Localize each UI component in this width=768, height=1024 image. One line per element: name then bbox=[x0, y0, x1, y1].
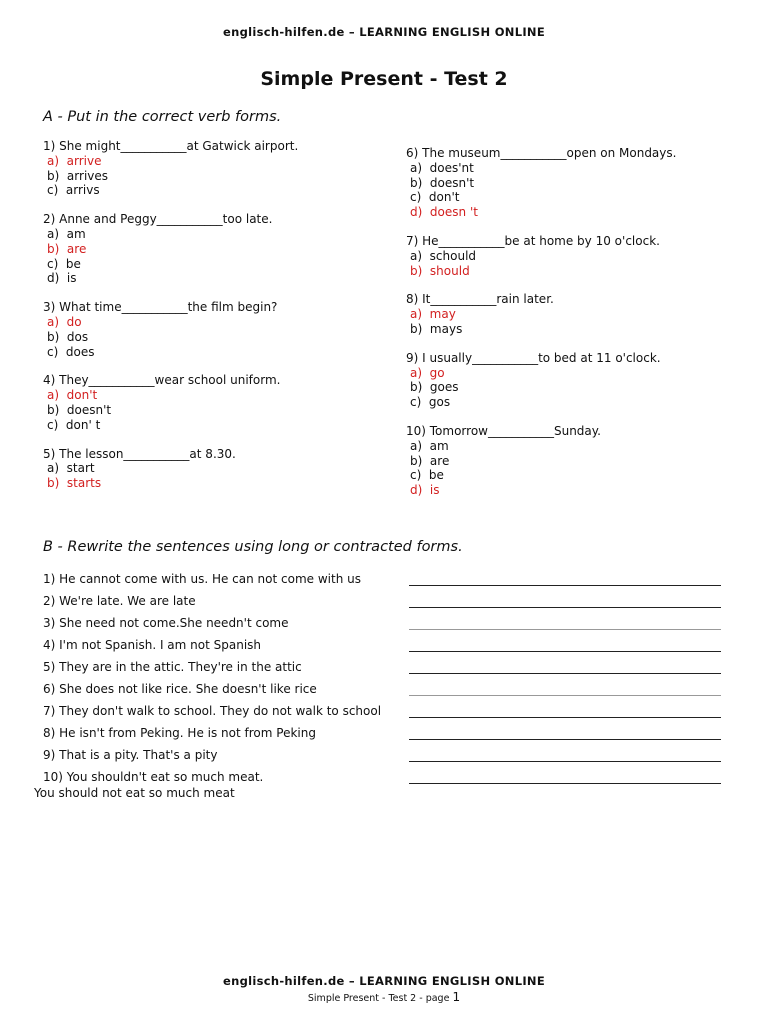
answer-option[interactable]: a) start bbox=[47, 461, 95, 476]
footer-brand: englisch-hilfen.de – LEARNING ENGLISH ONLINE bbox=[223, 974, 545, 988]
answer-option[interactable]: a) do bbox=[47, 314, 82, 329]
question-item bbox=[406, 234, 736, 278]
question-text: 8) It___________rain later. bbox=[406, 292, 554, 307]
rewrite-sentence: 6) She does not like rice. She doesn't like rice bbox=[43, 682, 317, 696]
questions-right-column bbox=[406, 146, 736, 512]
answer-line[interactable] bbox=[409, 607, 721, 608]
answer-line[interactable] bbox=[409, 673, 721, 674]
answer-option[interactable]: b) are bbox=[47, 241, 87, 256]
rewrite-item bbox=[43, 681, 733, 703]
questions-left-column bbox=[43, 139, 373, 505]
answer-option[interactable]: b) dos bbox=[47, 329, 89, 344]
answer-option[interactable]: c) don't bbox=[410, 190, 460, 205]
rewrite-item bbox=[43, 703, 733, 725]
rewrite-sentence-continuation: You should not eat so much meat bbox=[34, 786, 235, 800]
rewrite-sentence: 4) I'm not Spanish. I am not Spanish bbox=[43, 638, 262, 652]
rewrite-item bbox=[43, 747, 733, 769]
answer-option[interactable]: a) schould bbox=[410, 248, 477, 263]
answer-option[interactable]: c) gos bbox=[410, 395, 451, 410]
rewrite-sentence: 3) She need not come.She needn't come bbox=[43, 616, 289, 630]
question-text: 9) I usually___________to bed at 11 o'clock. bbox=[406, 350, 661, 365]
answer-option[interactable]: a) am bbox=[410, 438, 449, 453]
question-item bbox=[43, 139, 373, 198]
section-b-title: B - Rewrite the sentences using long or contracted forms. bbox=[43, 539, 463, 555]
question-text: 7) He___________be at home by 10 o'clock. bbox=[406, 233, 660, 248]
rewrite-sentence: 1) He cannot come with us. He can not come with us bbox=[43, 572, 361, 586]
answer-line[interactable] bbox=[409, 629, 721, 630]
question-text: 10) Tomorrow___________Sunday. bbox=[406, 423, 601, 438]
answer-line[interactable] bbox=[409, 695, 721, 696]
question-item bbox=[406, 351, 736, 410]
answer-option[interactable]: d) is bbox=[47, 271, 77, 286]
rewrite-list bbox=[34, 571, 733, 800]
footer-page-info bbox=[0, 990, 768, 1004]
question-item bbox=[406, 146, 736, 220]
answer-option[interactable]: a) go bbox=[410, 365, 445, 380]
question-text: 5) The lesson___________at 8.30. bbox=[43, 446, 236, 461]
answer-line[interactable] bbox=[409, 717, 721, 718]
question-item bbox=[43, 212, 373, 286]
answer-option[interactable]: d) is bbox=[410, 483, 440, 498]
answer-option[interactable]: b) arrives bbox=[47, 168, 109, 183]
question-item bbox=[43, 373, 373, 432]
answer-option[interactable]: c) be bbox=[47, 256, 81, 271]
answer-line[interactable] bbox=[409, 739, 721, 740]
question-item bbox=[43, 447, 373, 491]
page-title: Simple Present - Test 2 bbox=[260, 68, 508, 90]
answer-option[interactable]: c) arrivs bbox=[47, 183, 100, 198]
question-item bbox=[406, 424, 736, 498]
answer-option[interactable]: b) mays bbox=[410, 321, 463, 336]
question-text: 1) She might___________at Gatwick airport. bbox=[43, 139, 299, 153]
answer-line[interactable] bbox=[409, 651, 721, 652]
answer-option[interactable]: a) does'nt bbox=[410, 160, 474, 175]
question-text: 2) Anne and Peggy___________too late. bbox=[43, 212, 273, 227]
answer-option[interactable]: a) arrive bbox=[47, 153, 102, 168]
rewrite-item bbox=[43, 571, 733, 593]
answer-option[interactable]: b) doesn't bbox=[47, 402, 112, 417]
answer-option[interactable]: a) may bbox=[410, 307, 456, 322]
answer-line[interactable] bbox=[409, 761, 721, 762]
answer-option[interactable]: b) starts bbox=[47, 476, 102, 491]
answer-option[interactable]: c) does bbox=[47, 344, 95, 359]
answer-option[interactable]: c) don' t bbox=[47, 417, 101, 432]
question-text: 6) The museum___________open on Mondays. bbox=[406, 146, 677, 160]
answer-option[interactable]: b) doesn't bbox=[410, 175, 475, 190]
rewrite-item bbox=[43, 637, 733, 659]
answer-option[interactable]: a) am bbox=[47, 226, 86, 241]
rewrite-sentence: 7) They don't walk to school. They do not walk to school bbox=[43, 704, 382, 718]
answer-option[interactable]: a) don't bbox=[47, 388, 98, 403]
rewrite-sentence: 10) You shouldn't eat so much meat. bbox=[43, 770, 264, 784]
section-a-title: A - Put in the correct verb forms. bbox=[43, 109, 282, 125]
page-header: englisch-hilfen.de – LEARNING ENGLISH ONLINE bbox=[223, 25, 545, 39]
question-text: 3) What time___________the film begin? bbox=[43, 300, 278, 315]
footer-page-number: 1 bbox=[452, 990, 461, 1004]
answer-option[interactable]: c) be bbox=[410, 468, 444, 483]
rewrite-sentence: 8) He isn't from Peking. He is not from Peking bbox=[43, 726, 316, 740]
rewrite-item bbox=[34, 769, 733, 800]
question-text: 4) They___________wear school uniform. bbox=[43, 373, 281, 388]
rewrite-sentence: 2) We're late. We are late bbox=[43, 594, 196, 608]
rewrite-item bbox=[43, 615, 733, 637]
question-item bbox=[43, 300, 373, 359]
answer-option[interactable]: b) should bbox=[410, 263, 470, 278]
rewrite-item bbox=[43, 593, 733, 615]
answer-line[interactable] bbox=[409, 783, 721, 784]
question-item bbox=[406, 292, 736, 336]
rewrite-sentence: 9) That is a pity. That's a pity bbox=[43, 748, 218, 762]
answer-option[interactable]: b) are bbox=[410, 453, 450, 468]
footer-page-label: Simple Present - Test 2 - page bbox=[307, 993, 450, 1004]
answer-line[interactable] bbox=[409, 585, 721, 586]
answer-option[interactable]: b) goes bbox=[410, 380, 459, 395]
answer-option[interactable]: d) doesn 't bbox=[410, 205, 478, 220]
rewrite-item bbox=[43, 725, 733, 747]
rewrite-item bbox=[43, 659, 733, 681]
rewrite-sentence: 5) They are in the attic. They're in the attic bbox=[43, 660, 302, 674]
